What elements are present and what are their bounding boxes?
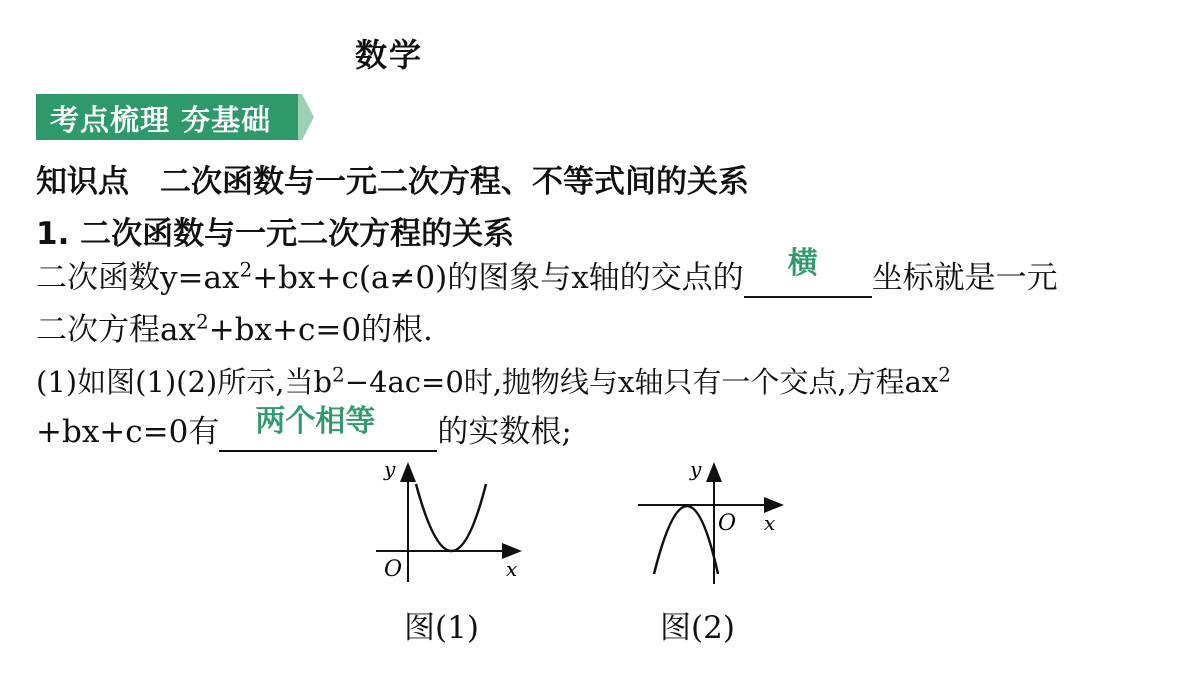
figure-1-graph bbox=[370, 452, 530, 587]
para1-line2-a: 二次方程ax bbox=[36, 312, 196, 348]
x-axis-label: x bbox=[506, 557, 518, 581]
figure-1-caption: 图(1) bbox=[404, 610, 479, 646]
answer-blank-2 bbox=[219, 404, 437, 452]
section-heading: 1. 二次函数与一元二次方程的关系 bbox=[36, 216, 515, 252]
banner-label: 考点梳理 夯基础 bbox=[50, 103, 272, 137]
para1-sup-b: 2 bbox=[195, 309, 209, 334]
para2-line2-a: +bx+c=0有 bbox=[36, 414, 220, 450]
figure-2-graph bbox=[632, 452, 792, 587]
origin-label: O bbox=[718, 511, 737, 536]
para1-line2 bbox=[36, 310, 433, 350]
para2-line2 bbox=[36, 404, 572, 452]
para2-sup-b: 2 bbox=[938, 362, 951, 387]
parabola-downward bbox=[654, 506, 718, 574]
para1-line1 bbox=[36, 246, 1058, 298]
para1-text-b: +bx+c(a≠0)的图象与x轴的交点的 bbox=[252, 260, 744, 296]
answer-blank-1 bbox=[744, 246, 872, 298]
para1-text-c: 坐标就是一元 bbox=[871, 260, 1058, 296]
para2-sup-a: 2 bbox=[332, 362, 345, 387]
y-axis-label: y bbox=[690, 457, 702, 481]
answer-2: 两个相等 bbox=[255, 404, 376, 439]
answer-1: 横 bbox=[787, 246, 818, 281]
para1-line2-b: +bx+c=0的根. bbox=[208, 312, 433, 348]
subject-title: 数学 bbox=[355, 36, 424, 74]
figure-2-caption: 图(2) bbox=[660, 610, 735, 646]
knowledge-title: 知识点 二次函数与一元二次方程、不等式间的关系 bbox=[36, 164, 749, 200]
para2-line1 bbox=[36, 362, 951, 402]
y-axis-label: y bbox=[384, 457, 396, 481]
parabola-upward bbox=[416, 484, 486, 551]
para1-text-a: 二次函数y=ax bbox=[36, 260, 240, 296]
x-axis-label: x bbox=[764, 511, 776, 535]
para2-text-a: (1)如图(1)(2)所示,当b bbox=[36, 365, 333, 399]
para2-text-b: −4ac=0时,抛物线与x轴只有一个交点,方程ax bbox=[344, 365, 939, 399]
origin-label: O bbox=[384, 557, 403, 582]
para2-line2-b: 的实数根; bbox=[437, 414, 572, 450]
para1-sup-a: 2 bbox=[239, 257, 253, 282]
